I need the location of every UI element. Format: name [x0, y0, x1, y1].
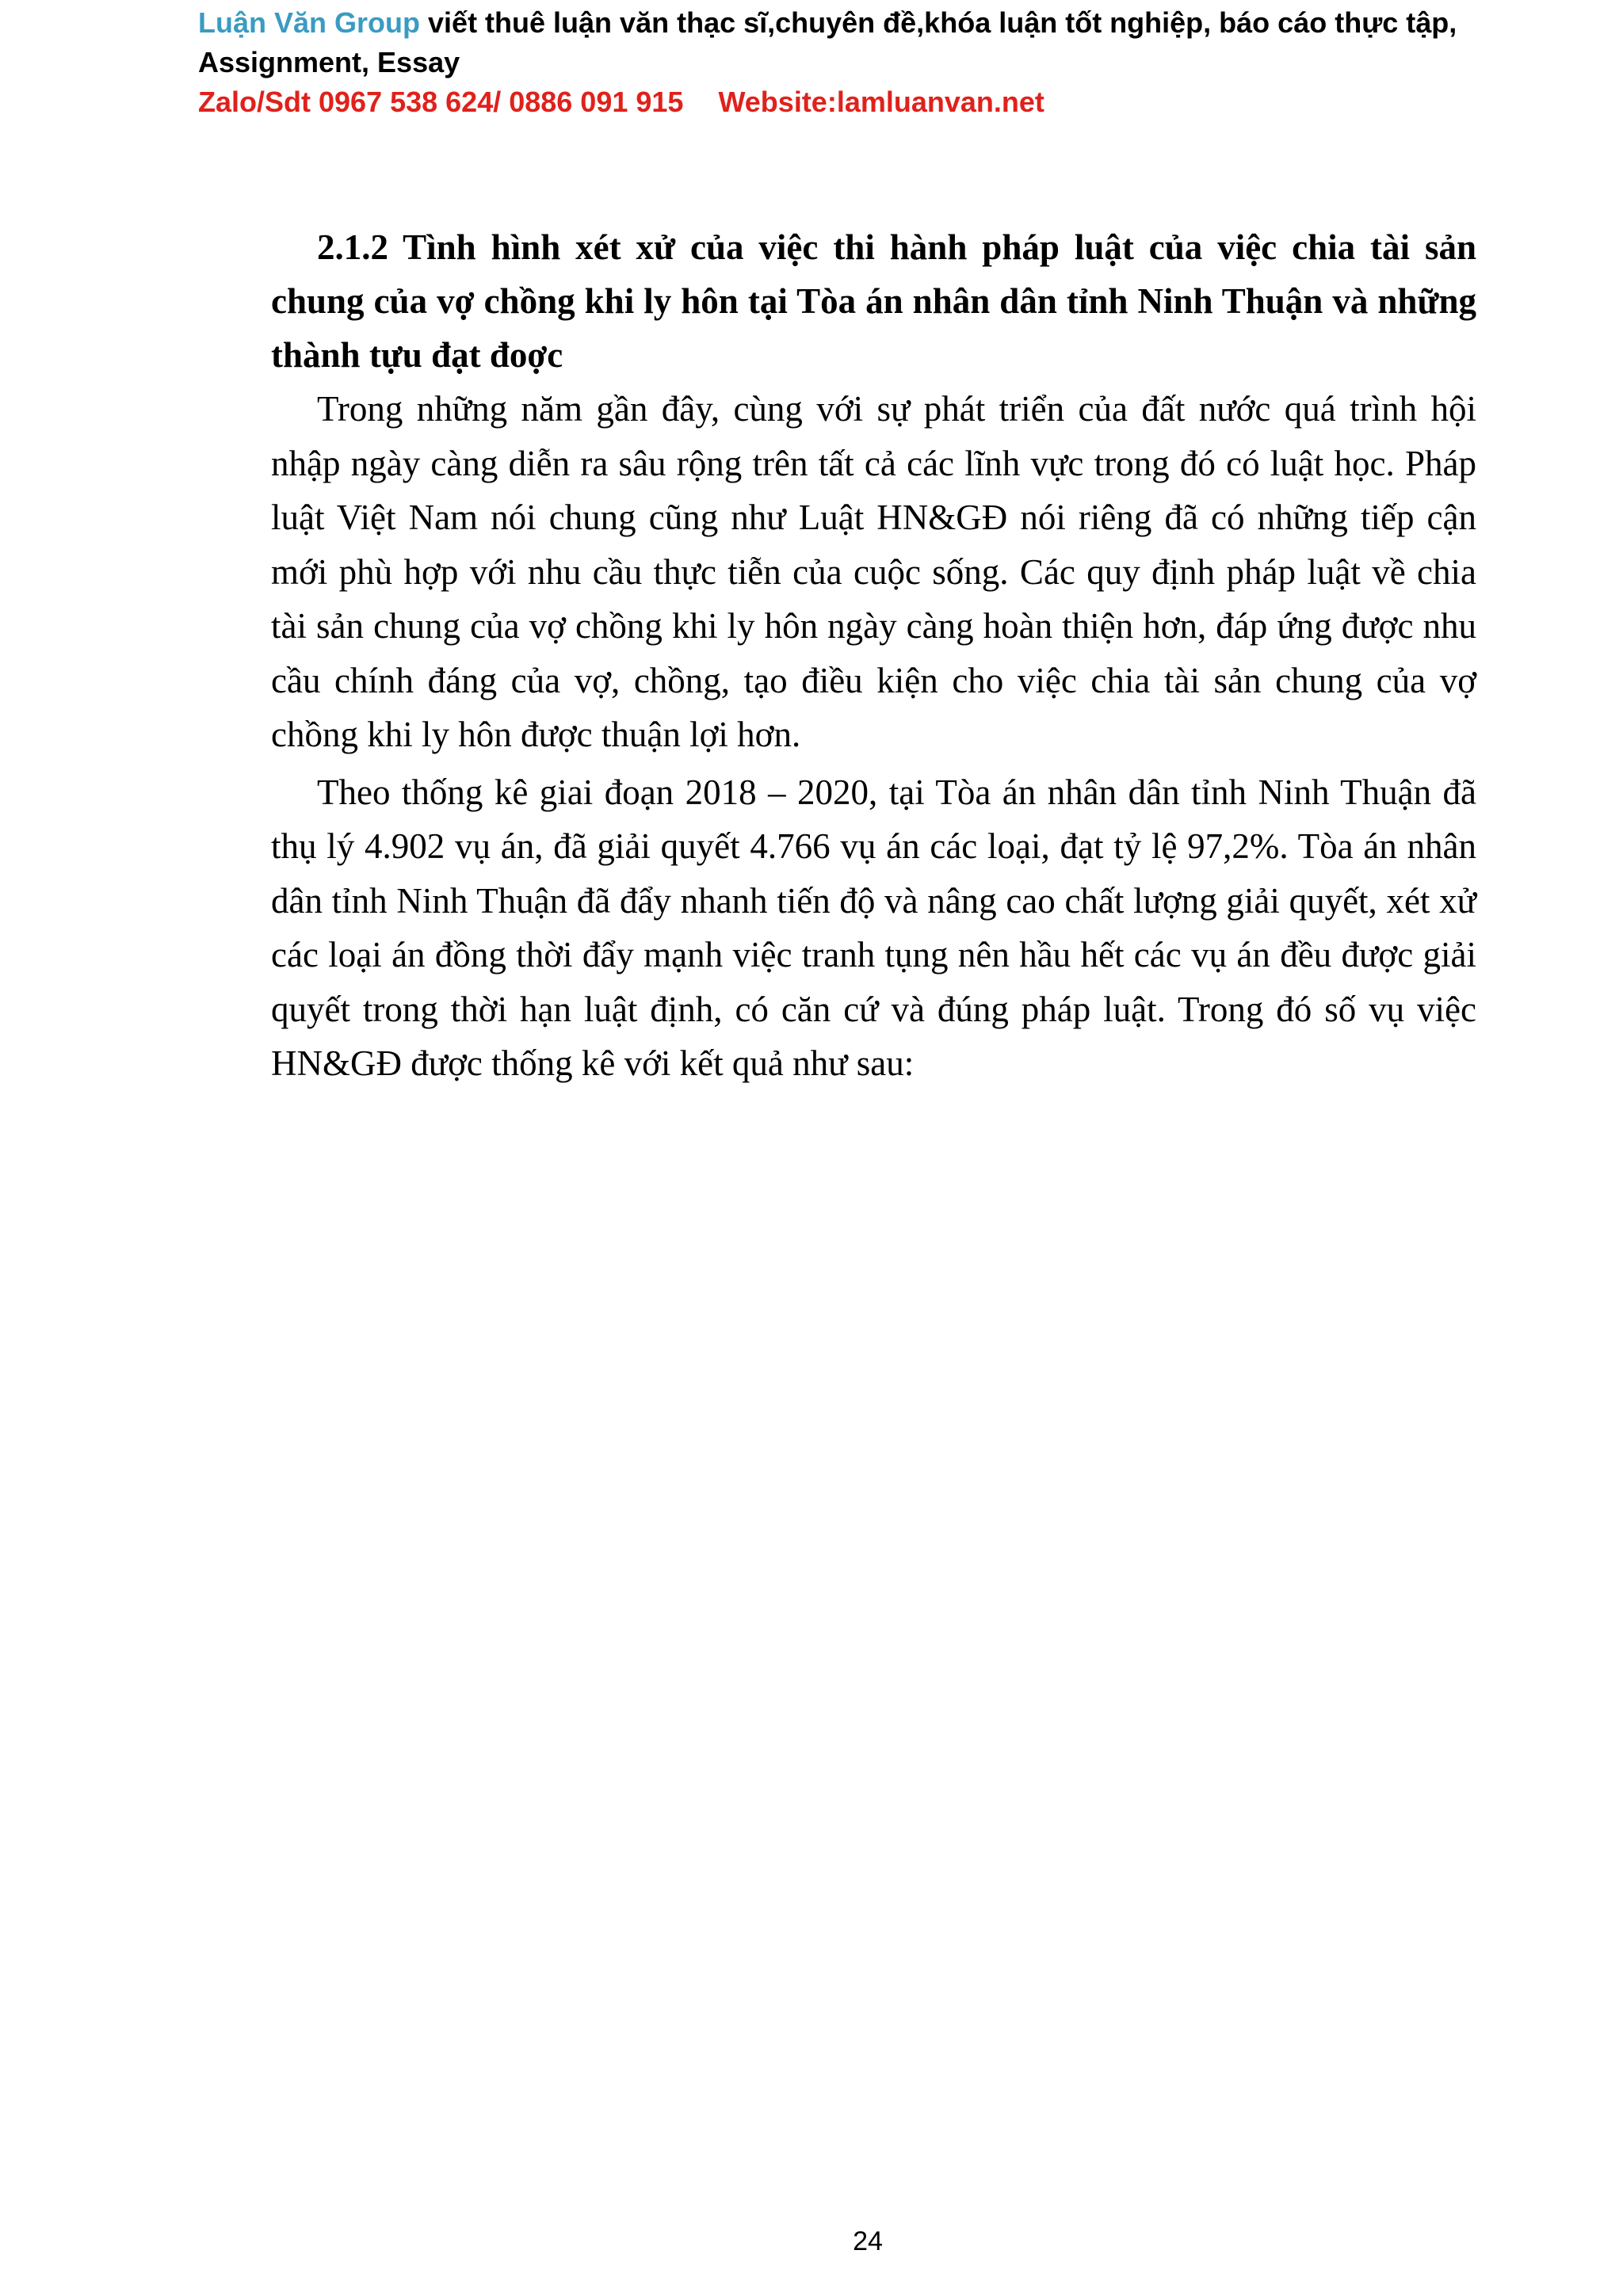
banner-website: Website:lamluanvan.net — [718, 86, 1044, 118]
page-banner — [198, 3, 1545, 122]
document-body — [271, 220, 1476, 1091]
page-number: 24 — [853, 2226, 883, 2256]
body-paragraph-1: Trong những năm gần đây, cùng với sự phát triển của đất nước quá trình hội nhập ngày càng diễn ra sâu rộng trên tất cả các lĩnh vực trong đó có luật học. Pháp luật Việt Nam nói chung cũng như Luật HN&GĐ nói riêng đã có những tiếp cận mới phù hợp với nhu cầu thực tiễn của cuộc sống. Các quy định pháp luật về chia tài sản chung của vợ chồng khi ly hôn ngày càng hoàn thiện hơn, đáp ứng được nhu cầu chính đáng của vợ, chồng, tạo điều kiện cho việc chia tài sản chung của vợ chồng khi ly hôn được thuận lợi hơn. — [271, 389, 1476, 754]
banner-line-2: Assignment, Essay — [198, 46, 460, 78]
banner-contact-line — [198, 82, 1545, 122]
banner-line-1 — [198, 3, 1545, 43]
section-heading: 2.1.2 Tình hình xét xử của việc thi hành pháp luật của việc chia tài sản chung của vợ chồng khi ly hôn tại Tòa án nhân dân tỉnh Ninh Thuận và những thành tựu đạt đoợc — [271, 227, 1476, 375]
body-paragraph-2: Theo thống kê giai đoạn 2018 – 2020, tại Tòa án nhân dân tỉnh Ninh Thuận đã thụ lý 4.902 vụ án, đã giải quyết 4.766 vụ án các loại, đạt tỷ lệ 97,2%. Tòa án nhân dân tỉnh Ninh Thuận đã đẩy nhanh tiến độ và nâng cao chất lượng giải quyết, xét xử các loại án đồng thời đẩy mạnh việc tranh tụng nên hầu hết các vụ án đều được giải quyết trong thời hạn luật định, có căn cứ và đúng pháp luật. Trong đó số vụ việc HN&GĐ được thống kê với kết quả như sau: — [271, 772, 1476, 1083]
banner-brand: Luận Văn Group — [198, 6, 421, 39]
banner-contact: Zalo/Sdt 0967 538 624/ 0886 091 915 — [198, 86, 684, 118]
banner-tagline: viết thuê luận văn thạc sĩ,chuyên đề,khóa luận tốt nghiệp, báo cáo thực tập, — [420, 6, 1457, 39]
